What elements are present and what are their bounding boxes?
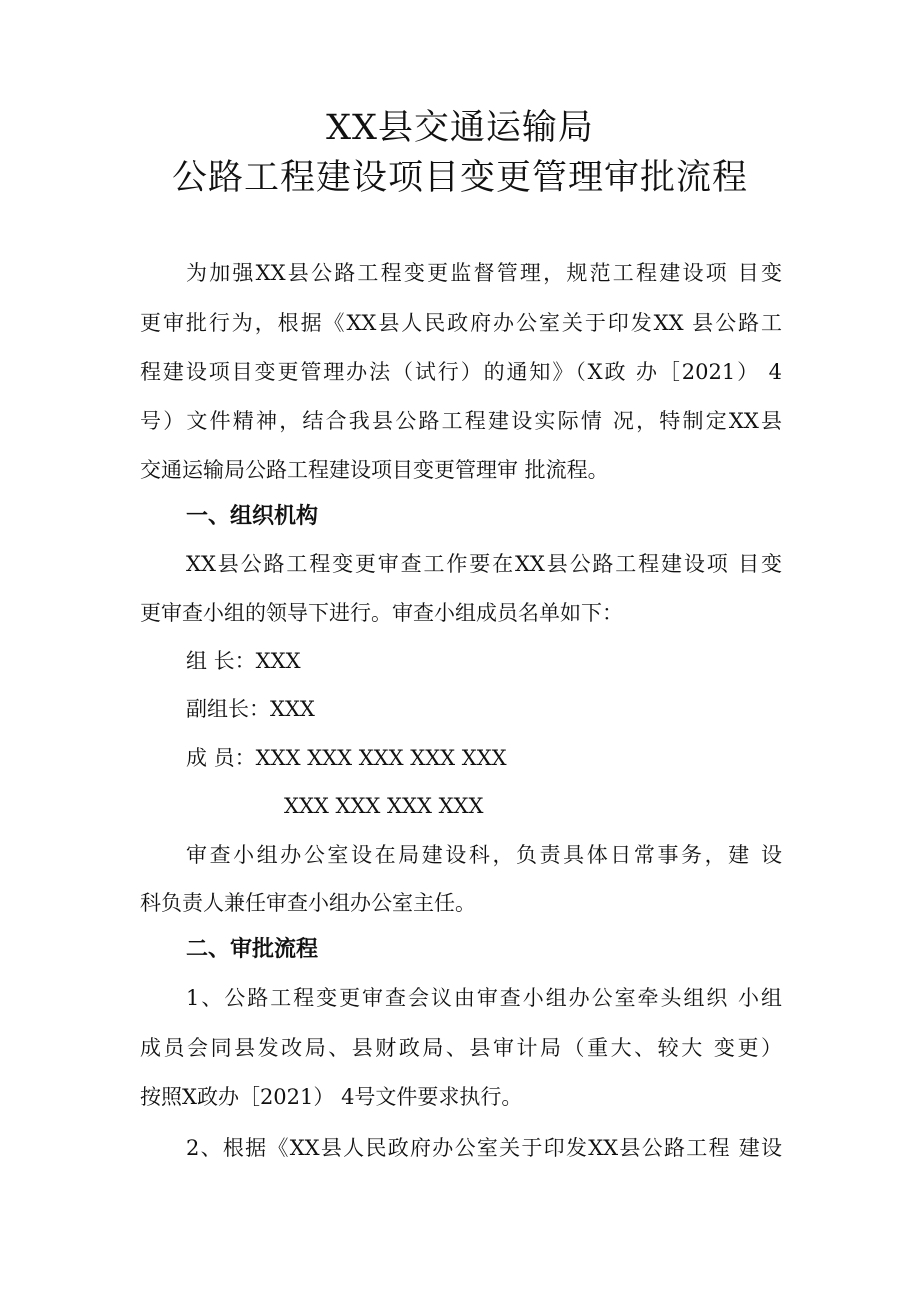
paragraph-line: 按照X政办［2021） 4号文件要求执行。	[140, 1085, 523, 1109]
title-line-1: XX县交通运输局	[326, 108, 594, 148]
members-line-1: 成 员：XXX XXX XXX XXX XXX	[186, 746, 507, 770]
intro-line: 程建设项目变更管理办法（试行）的通知》（X政 办［2021） 4	[140, 360, 782, 384]
intro-line: 为加强XX县公路工程变更监督管理，规范工程建设项 目变	[186, 261, 782, 285]
intro-line: 交通运输局公路工程建设项目变更管理审 批流程。	[140, 458, 609, 482]
intro-line: 更审批行为，根据《XX县人民政府办公室关于印发XX 县公路工	[140, 311, 782, 335]
paragraph-line: 更审查小组的领导下进行。审查小组成员名单如下：	[140, 601, 623, 625]
paragraph-line: 1、公路工程变更审查会议由审查小组办公室牵头组织 小组	[186, 986, 782, 1010]
paragraph-line: XX县公路工程变更审查工作要在XX县公路工程建设项 目变	[186, 552, 782, 576]
paragraph-line: 2、根据《XX县人民政府办公室关于印发XX县公路工程 建设	[186, 1136, 782, 1160]
deputy-leader-line: 副组长：XXX	[186, 697, 315, 721]
paragraph-line: 审查小组办公室设在局建设科，负责具体日常事务，建 设	[186, 843, 782, 867]
paragraph-line: 科负责人兼任审查小组办公室主任。	[140, 891, 476, 915]
section-heading-organization: 一、组织机构	[186, 504, 319, 529]
intro-line: 号）文件精神，结合我县公路工程建设实际情 况，特制定XX县	[140, 409, 782, 433]
members-line-2: XXX XXX XXX XXX	[284, 794, 484, 818]
section-heading-approval-process: 二、审批流程	[186, 937, 319, 962]
title-line-2: 公路工程建设项目变更管理审批流程	[171, 158, 748, 198]
paragraph-line: 成员会同县发改局、县财政局、县审计局（重大、较大 变更）	[140, 1036, 782, 1060]
leader-line: 组 长：XXX	[186, 649, 301, 673]
